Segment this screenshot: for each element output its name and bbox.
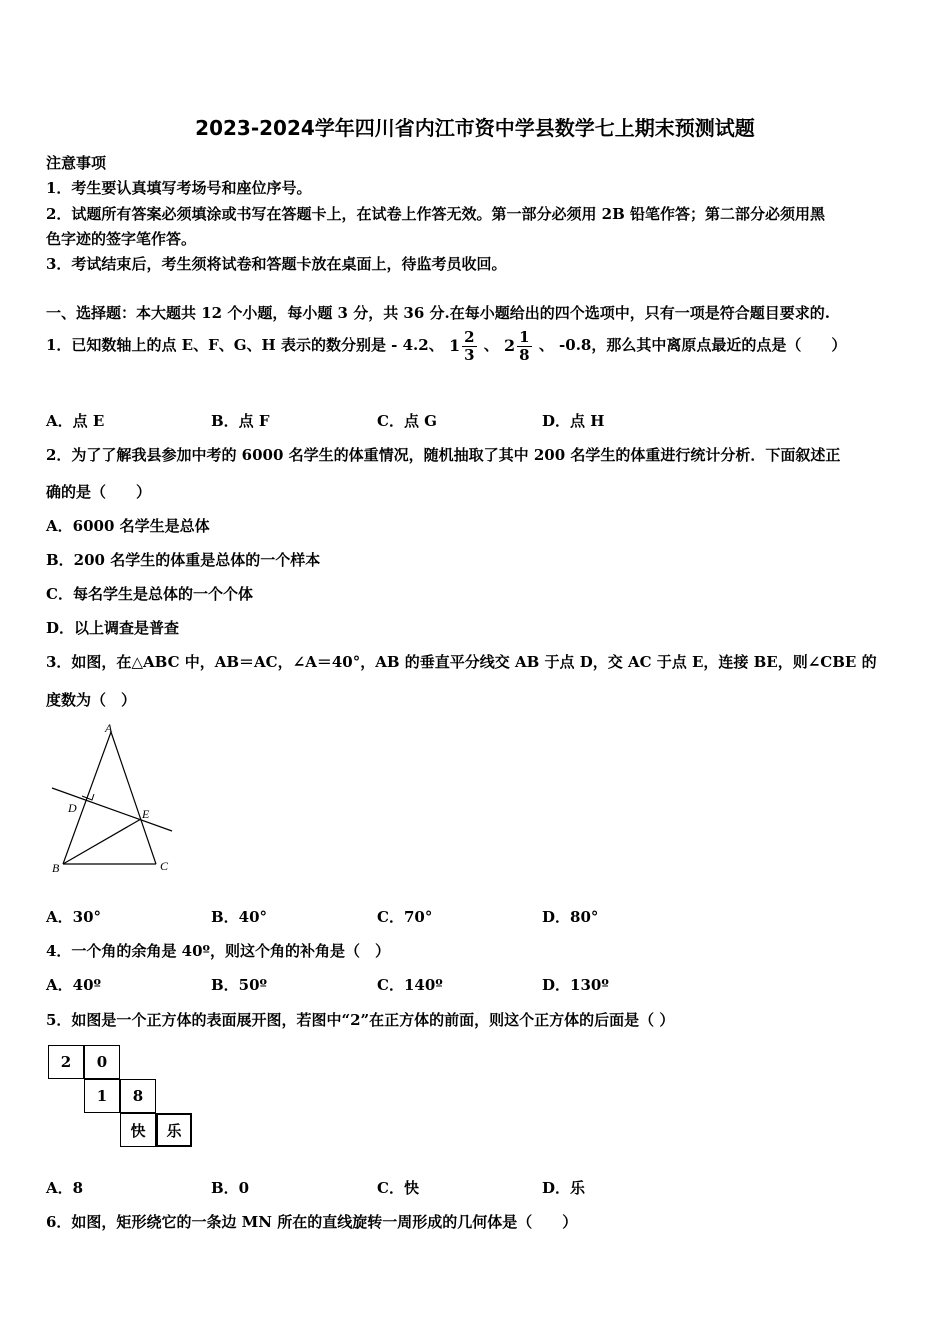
q1-prefix: 1．已知数轴上的点 E、F、G、H 表示的数分别是 - 4.2、 (46, 336, 444, 354)
q2-option-d: D．以上调查是普查 (46, 619, 180, 637)
q1-option-a: A．点 E (46, 412, 105, 430)
question-2-line-1: 2．为了了解我县参加中考的 6000 名学生的体重情况，随机抽取了其中 200 名学生的体重进行统计分析．下面叙述正 (46, 446, 841, 464)
q4-option-d: D．130º (542, 976, 609, 994)
q4-option-b: B．50º (211, 976, 268, 994)
notice-item: 2．试题所有答案必须填涂或书写在答题卡上，在试卷上作答无效。第一部分必须用 2B 铅笔作答；第二部分必须用黑 (46, 205, 826, 223)
q2-option-a: A．6000 名学生是总体 (46, 517, 210, 535)
question-5: 5．如图是一个正方体的表面展开图，若图中“2”在正方体的前面，则这个正方体的后面是（ ） (46, 1011, 675, 1029)
q3-option-d: D．80° (542, 908, 599, 926)
question-1 (46, 328, 846, 364)
q1-fraction-2-num: 1 (519, 327, 530, 346)
q4-option-a: A．40º (46, 976, 102, 994)
q4-option-c: C．140º (377, 976, 443, 994)
net-cell: 8 (120, 1079, 156, 1113)
question-3-line-1: 3．如图，在△ABC 中，AB＝AC，∠A＝40°，AB 的垂直平分线交 AB 于点 D，交 AC 于点 E，连接 BE，则∠CBE 的 (46, 653, 877, 671)
q3-triangle-figure (44, 718, 179, 883)
q5-option-d: D．乐 (542, 1179, 586, 1197)
q1-option-d: D．点 H (542, 412, 605, 430)
q3-option-c: C．70° (377, 908, 433, 926)
q2-option-b: B．200 名学生的体重是总体的一个样本 (46, 551, 321, 569)
q3-option-b: B．40° (211, 908, 268, 926)
net-cell: 快 (120, 1113, 156, 1147)
q1-fraction-2-den: 8 (519, 345, 530, 364)
q1-suffix: 、 -0.8，那么其中离原点最近的点是（ ） (538, 336, 847, 354)
net-cell: 0 (84, 1045, 120, 1079)
q5-option-b: B．0 (211, 1179, 250, 1197)
q3-option-a: A．30° (46, 908, 102, 926)
net-cell: 1 (84, 1079, 120, 1113)
label-b: B (52, 861, 60, 875)
notice-item: 色字迹的签字笔作答。 (46, 230, 197, 248)
question-4: 4．一个角的余角是 40º，则这个角的补角是（ ） (46, 942, 391, 960)
line-be (63, 819, 141, 864)
q1-fraction-1-whole: 1 (448, 336, 461, 355)
net-cell: 乐 (156, 1113, 192, 1147)
notice-item: 3．考试结束后，考生须将试卷和答题卡放在桌面上，待监考员收回。 (46, 255, 507, 273)
q5-option-a: A．8 (46, 1179, 84, 1197)
q1-fraction-1-num: 2 (464, 327, 475, 346)
label-e: E (142, 807, 150, 821)
q5-option-c: C．快 (377, 1179, 419, 1197)
label-a: A (105, 721, 113, 735)
q2-option-c: C．每名学生是总体的一个个体 (46, 585, 253, 603)
q1-fraction-2-whole: 2 (504, 336, 516, 355)
page-title: 2023-2024学年四川省内江市资中学县数学七上期末预测试题 (195, 116, 755, 140)
q1-option-b: B．点 F (211, 412, 270, 430)
notice-heading: 注意事项 (46, 154, 107, 172)
label-d: D (68, 801, 77, 815)
section-heading: 一、选择题：本大题共 12 个小题，每小题 3 分，共 36 分.在每小题给出的四个选项中，只有一项是符合题目要求的. (46, 304, 830, 322)
question-2-line-2: 确的是（ ） (46, 483, 152, 501)
net-cell: 2 (48, 1045, 84, 1079)
q1-fraction-1-den: 3 (464, 345, 475, 364)
q1-separator: 、 (483, 336, 499, 354)
question-6: 6．如图，矩形绕它的一条边 MN 所在的直线旋转一周形成的几何体是（ ） (46, 1213, 578, 1231)
question-3-line-2: 度数为（ ） (46, 691, 137, 709)
notice-item: 1．考生要认真填写考场号和座位序号。 (46, 179, 312, 197)
q1-fraction-2 (517, 329, 531, 364)
line-ac (111, 732, 156, 864)
q1-option-c: C．点 G (377, 412, 437, 430)
q1-fraction-1 (462, 329, 476, 364)
label-c: C (160, 859, 169, 873)
